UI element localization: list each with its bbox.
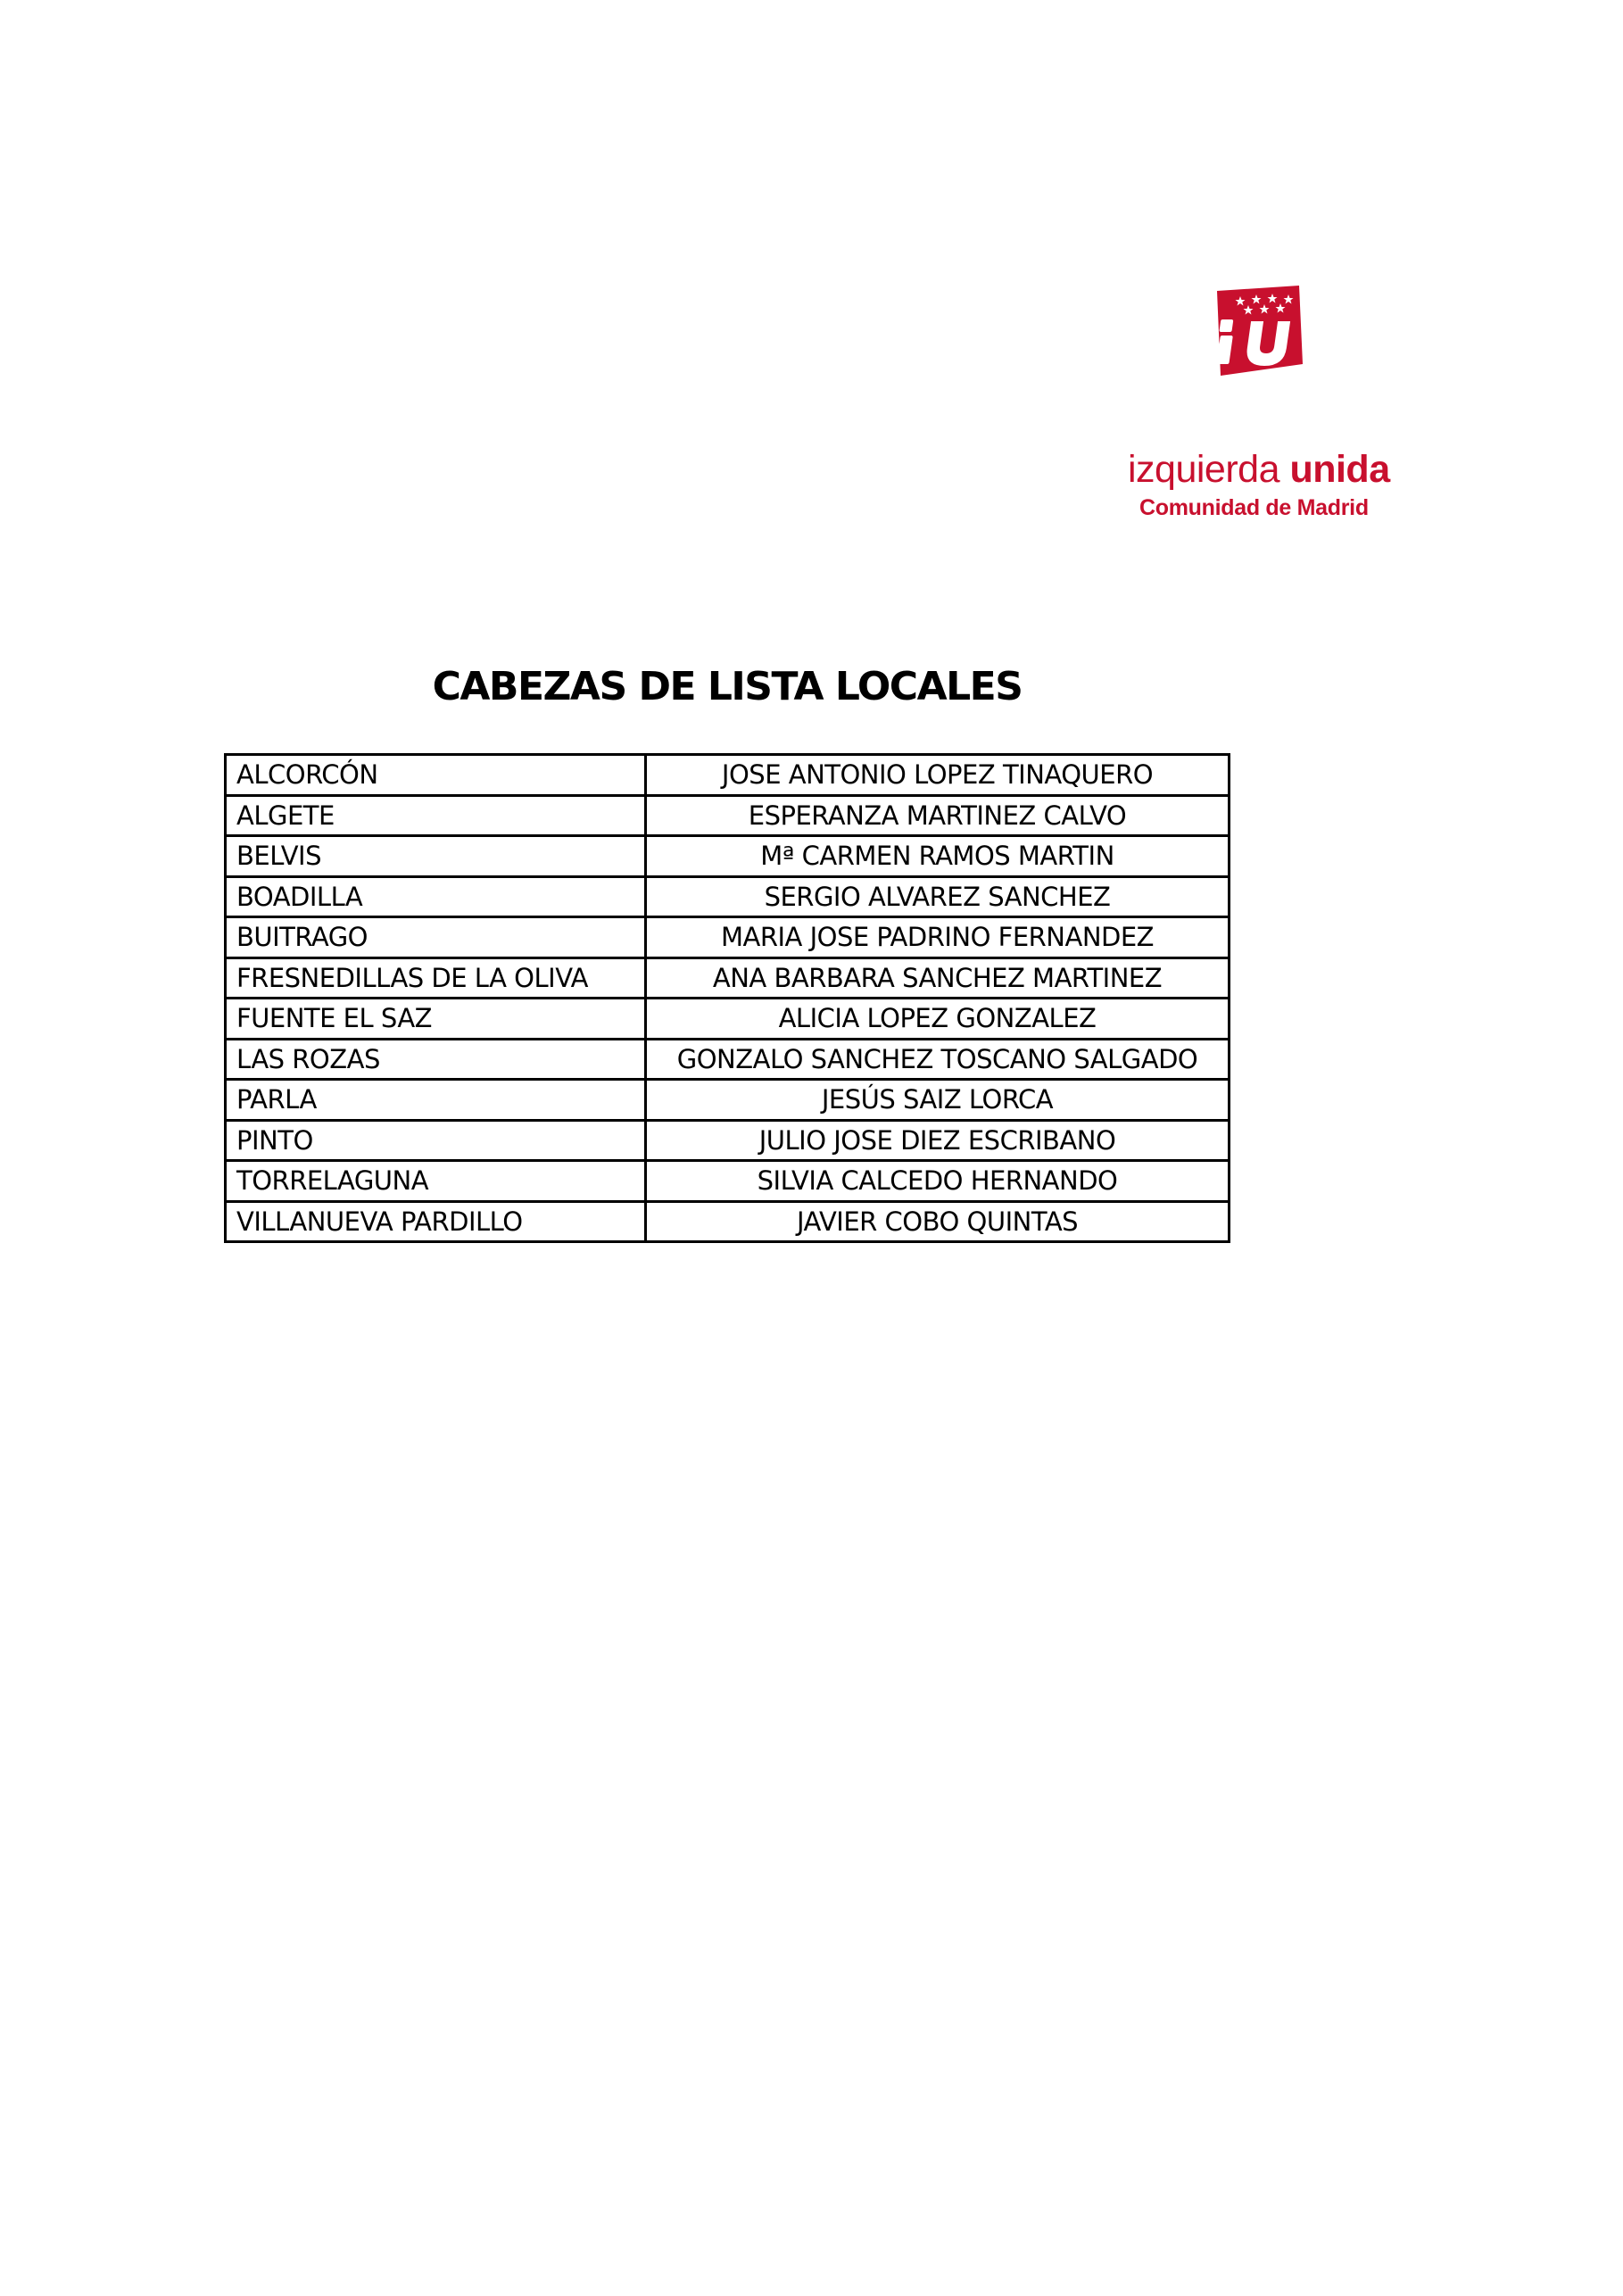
town-cell: BELVIS [226, 836, 646, 877]
candidate-cell: MARIA JOSE PADRINO FERNANDEZ [646, 917, 1230, 958]
candidate-cell: ESPERANZA MARTINEZ CALVO [646, 795, 1230, 836]
table-row [226, 1039, 1230, 1080]
table-row [226, 917, 1230, 958]
table-row [226, 795, 1230, 836]
candidate-cell: ANA BARBARA SANCHEZ MARTINEZ [646, 957, 1230, 999]
town-cell: ALCORCÓN [226, 755, 646, 796]
party-name-bold: unida [1289, 448, 1390, 491]
table-row [226, 1080, 1230, 1121]
town-cell: PINTO [226, 1120, 646, 1161]
candidate-cell: Mª CARMEN RAMOS MARTIN [646, 836, 1230, 877]
town-cell: FRESNEDILLAS DE LA OLIVA [226, 957, 646, 999]
table-row [226, 836, 1230, 877]
candidate-cell: SILVIA CALCEDO HERNANDO [646, 1161, 1230, 1202]
candidate-cell: JULIO JOSE DIEZ ESCRIBANO [646, 1120, 1230, 1161]
party-logo [1128, 284, 1390, 525]
party-region: Comunidad de Madrid [1139, 495, 1369, 520]
table-row [226, 1120, 1230, 1161]
candidates-table [224, 753, 1230, 1243]
town-cell: PARLA [226, 1080, 646, 1121]
party-name-regular: izquierda [1128, 448, 1290, 491]
iu-logo-icon [1206, 284, 1304, 377]
table-row [226, 957, 1230, 999]
candidate-cell: JOSE ANTONIO LOPEZ TINAQUERO [646, 755, 1230, 796]
town-cell: LAS ROZAS [226, 1039, 646, 1080]
candidate-cell: ALICIA LOPEZ GONZALEZ [646, 999, 1230, 1040]
page-title: CABEZAS DE LISTA LOCALES [432, 664, 1023, 709]
town-cell: TORRELAGUNA [226, 1161, 646, 1202]
table-row [226, 999, 1230, 1040]
candidate-cell: GONZALO SANCHEZ TOSCANO SALGADO [646, 1039, 1230, 1080]
party-name [1128, 447, 1390, 492]
table-row [226, 1161, 1230, 1202]
town-cell: ALGETE [226, 795, 646, 836]
town-cell: VILLANUEVA PARDILLO [226, 1201, 646, 1242]
town-cell: BUITRAGO [226, 917, 646, 958]
table-row [226, 1201, 1230, 1242]
candidate-cell: JAVIER COBO QUINTAS [646, 1201, 1230, 1242]
town-cell: BOADILLA [226, 876, 646, 917]
table-row [226, 755, 1230, 796]
town-cell: FUENTE EL SAZ [226, 999, 646, 1040]
table-row [226, 876, 1230, 917]
candidate-cell: JESÚS SAIZ LORCA [646, 1080, 1230, 1121]
candidate-cell: SERGIO ALVAREZ SANCHEZ [646, 876, 1230, 917]
